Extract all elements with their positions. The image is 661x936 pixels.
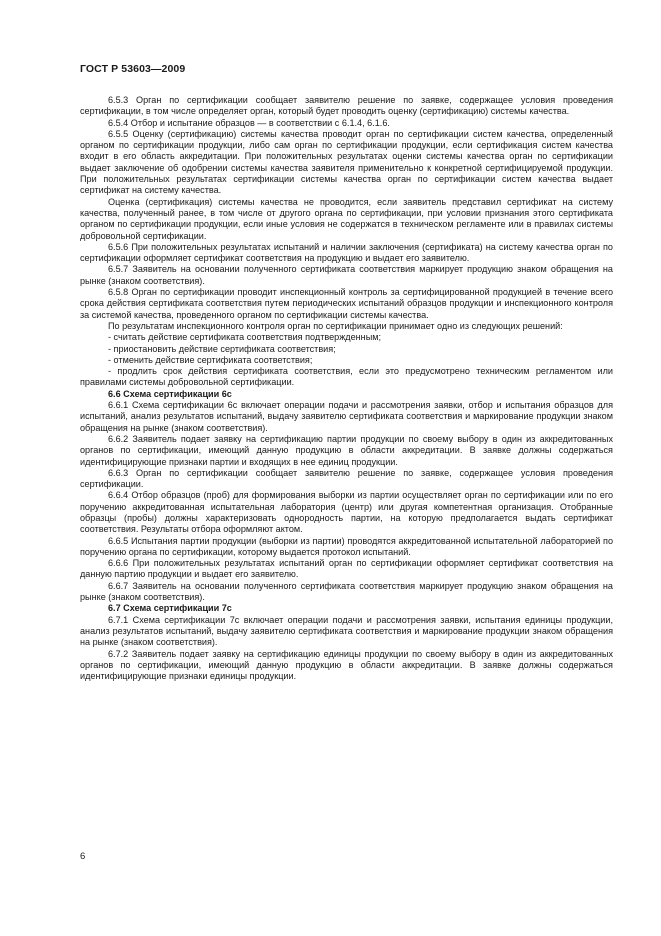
paragraph-6-6-7: 6.6.7 Заявитель на основании полученного сертификата соответствия маркирует продукцию знаком обращения на рынке (знаком соответствия). [80,580,613,603]
section-heading-6-7: 6.7 Схема сертификации 7с [108,603,232,614]
paragraph-6-7-2: 6.7.2 Заявитель подает заявку на сертификацию единицы продукции по своему выбору в один из аккредитованных органов по сертификации, имеющий данную продукцию в области аккредитации. В заявке должны содержаться идентифицирующие признаки единицы продукции. [80,648,613,682]
paragraph-6-6-6: 6.6.6 При положительных результатах испытаний орган по сертификации оформляет сертификат соответствия на данную партию продукции и выдает его заявителю. [80,558,613,580]
paragraph-6-5-3: 6.5.3 Орган по сертификации сообщает заявителю решение по заявке, содержащее условия проведения сертификации, в том числе определяет орган, который будет проводить оценку (сертификацию) системы качества. [80,95,613,117]
paragraph-6-6-5: 6.6.5 Испытания партии продукции (выборки из партии) проводятся аккредитованной испытательной лабораторией по поручению органа по сертификации, которому выдается протокол испытаний. [80,535,613,557]
page-number: 6 [80,851,86,862]
paragraph-quality-assessment-exception: Оценка (сертификация) системы качества не проводится, если заявитель представил сертификат на систему качества, полученный ранее, в том числе от другого органа по сертификации, при условии признания этого сертификата органом по сертификации продукции, если иные условия не содержатся в техническом регламенте или в правилах системы добровольной сертификации. [80,196,613,241]
paragraph-6-5-7: 6.5.7 Заявитель на основании полученного сертификата соответствия маркирует продукцию знаком обращения на рынке (знаком соответствия). [80,264,613,286]
paragraph-6-6-2: 6.6.2 Заявитель подает заявку на сертификацию партии продукции по своему выбору в один из аккредитованных органов по сертификации, имеющий данную продукцию в области аккредитации. В заявке должны содержаться идентифицирующие признаки партии и входящих в нее единиц продукции. [80,433,613,467]
body-text [80,95,613,682]
list-item-confirm: - считать действие сертификата соответствия подтвержденным; [108,332,382,343]
list-item-extend: - продлить срок действия сертификата соответствия, если это предусмотрено техническим регламентом или правилами системы добровольной сертификации. [80,366,613,388]
paragraph-6-5-5: 6.5.5 Оценку (сертификацию) системы качества проводит орган по сертификации систем качества, определенный органом по сертификации продукции, либо сам орган по сертификации продукции, если сертификация систем качества входит в его область аккредитации. При положительных результатах оценки системы качества орган по сертификации выдает заключение об одобрении системы качества заявителя применительно к конкретной сертифицируемой продукции. При положительных результатах сертификации системы качества орган по сертификации систем качества выдает сертификат на систему качества. [80,128,613,196]
list-item-cancel: - отменить действие сертификата соответствия; [108,354,313,365]
document-header: ГОСТ Р 53603—2009 [80,63,186,75]
paragraph-6-5-8: 6.5.8 Орган по сертификации проводит инспекционный контроль за сертифицированной продукцией в течение всего срока действия сертификата соответствия путем периодических испытаний образцов продукции и инспекционного контроля за системой качества, проведенного органом по сертификации системы качества. [80,287,613,320]
paragraph-6-6-4: 6.6.4 Отбор образцов (проб) для формирования выборки из партии осуществляет орган по сертификации или по его поручению аккредитованная испытательная лаборатория (центр) или другая компетентная организация. Отобранные образцы (пробы) должны характеризовать однородность партии, на которую предполагается выдать сертификат соответствия. Результаты отбора оформляют актом. [80,490,613,535]
paragraph-inspection-decisions: По результатам инспекционного контроля орган по сертификации принимает одно из следующих решений: [108,320,563,331]
paragraph-6-5-6: 6.5.6 При положительных результатах испытаний и наличии заключения (сертификата) на систему качества орган по сертификации оформляет сертификат соответствия на продукцию и выдает его заявителю. [80,241,613,264]
paragraph-6-7-1: 6.7.1 Схема сертификации 7с включает операции подачи и рассмотрения заявки, испытания единицы продукции, анализ результатов испытаний, выдачу заявителю сертификата соответствия и маркирование продукции знаком обращения на рынке (знаком соответствия). [80,614,613,648]
paragraph-6-6-3: 6.6.3 Орган по сертификации сообщает заявителю решение по заявке, содержащее условия проведения сертификации. [80,467,613,490]
paragraph-6-5-4: 6.5.4 Отбор и испытание образцов — в соответствии с 6.1.4, 6.1.6. [108,117,390,128]
section-heading-6-6: 6.6 Схема сертификации 6с [108,388,232,399]
list-item-suspend: - приостановить действие сертификата соответствия; [108,343,336,354]
paragraph-6-6-1: 6.6.1 Схема сертификации 6с включает операции подачи и рассмотрения заявки, отбор и испытания образцов для испытаний, анализ результатов испытаний, выдачу заявителю сертификата соответствия и маркирование продукции знаком обращения на рынке (знаком соответствия). [80,400,613,433]
